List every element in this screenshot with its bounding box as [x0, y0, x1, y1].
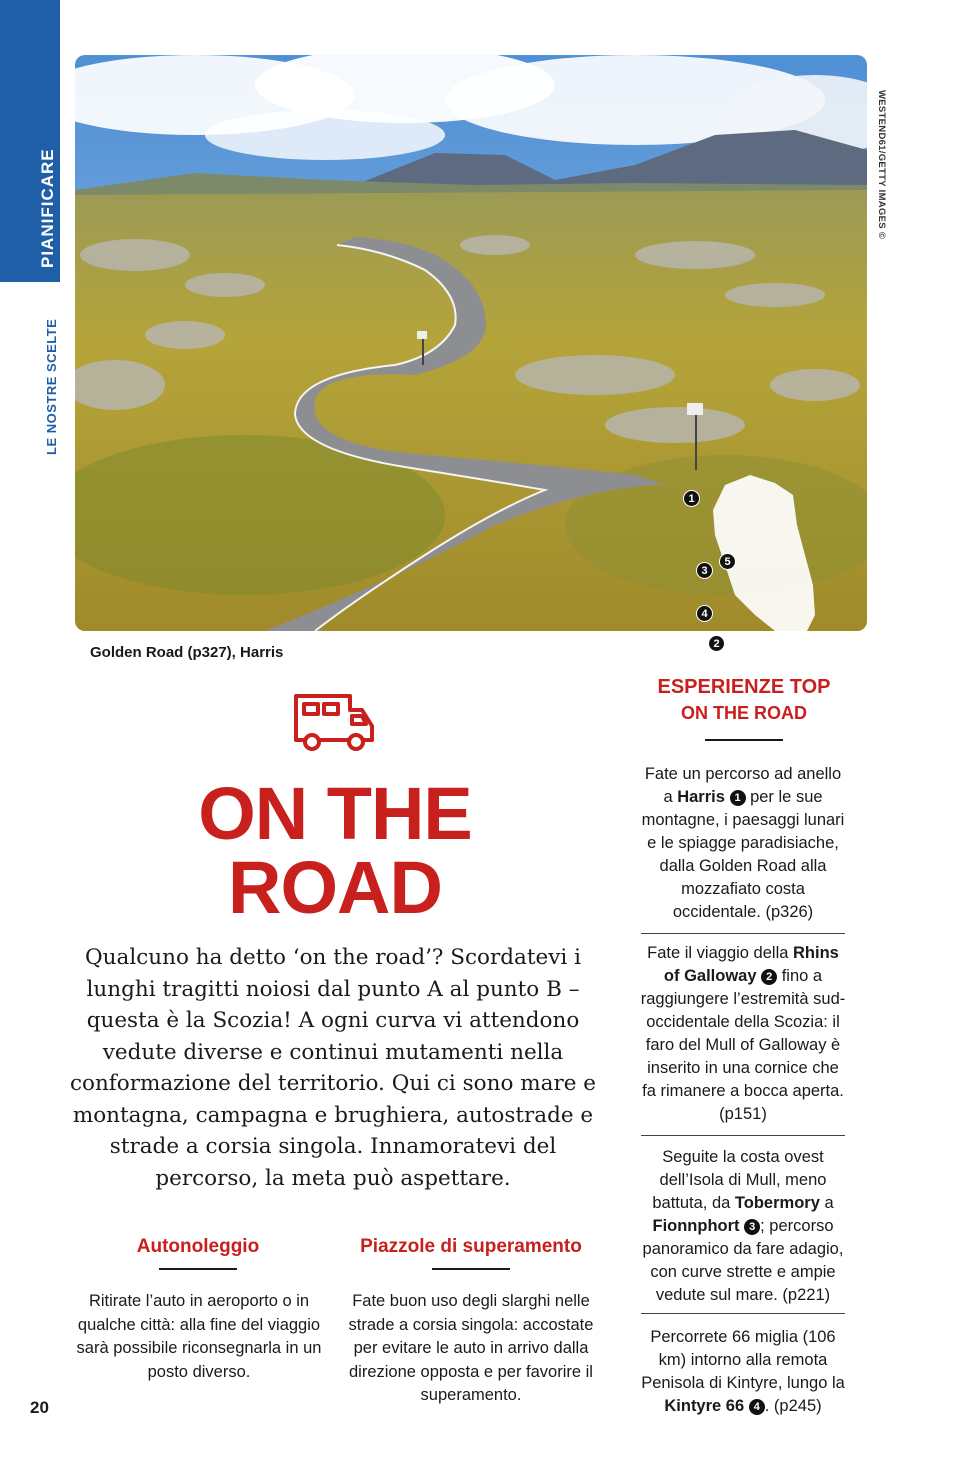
page-number: 20	[30, 1398, 49, 1417]
intro-paragraph: Qualcuno ha detto ‘on the road’? Scordatevi i lunghi tragitti noiosi dal punto A al punto B – questa è la Scozia! A ogni curva vi attendono vedute diverse e continui mutamenti nella conformazione del territorio. Qui ci sono mare e montagna, campagna e brughiera, autostrade e strade a corsia singola. Innamoratevi del percorso, la meta può aspettare.	[69, 945, 597, 1191]
place-name: Harris	[677, 788, 725, 806]
item-separator	[641, 1135, 845, 1136]
page-title-line1: ON THE	[198, 772, 472, 855]
number-marker: 1	[730, 790, 746, 806]
camper-van-icon	[292, 688, 376, 759]
section-heading-car-rental: Autonoleggio	[136, 1236, 260, 1257]
number-marker: 4	[749, 1399, 765, 1415]
top-experiences-title: ESPERIENZE TOP	[657, 676, 831, 698]
map-marker-2: 2	[708, 635, 725, 652]
place-name: Kintyre 66	[664, 1397, 745, 1415]
section-rule	[432, 1268, 510, 1270]
experience-item-harris: Fate un percorso ad anello a Harris 1 per le sue montagne, i paesaggi lunari e le spiagge paradisiache, dalla Golden Road alla mozzafiato costa occidentale. (p326)	[641, 765, 845, 921]
number-marker: 3	[744, 1219, 760, 1235]
top-experiences-rule	[705, 739, 783, 741]
experience-item-mull: Seguite la costa ovest dell’Isola di Mull, meno battuta, da Tobermory a Fionnphort 3 ; percorso panoramico da fare adagio, con curve strette e ampie vedute sul mare. (p221)	[642, 1148, 844, 1304]
place-name: Rhins of Galloway	[663, 944, 839, 985]
landscape-photo	[75, 55, 867, 631]
experience-item-kintyre: Percorrete 66 miglia (106 km) intorno alla remota Penisola di Kintyre, lungo la Kintyre 66 4 . (p245)	[641, 1328, 845, 1415]
section-text-passing-places: Fate buon uso degli slarghi nelle strade a corsia singola: accostate per evitare le auto in arrivo dalla direzione opposta e per favorire il superamento.	[348, 1292, 594, 1404]
map-marker-4: 4	[696, 605, 713, 622]
section-text-car-rental: Ritirate l’auto in aeroporto o in qualche città: alla fine del viaggio sarà possibile riconsegnarla in un posto diverso.	[76, 1292, 322, 1381]
top-experiences-subtitle: ON THE ROAD	[681, 703, 807, 723]
section-heading-passing-places: Piazzole di superamento	[360, 1236, 582, 1257]
page-title-line2: ROAD	[228, 846, 442, 929]
section-tab-label: PIANIFICARE	[38, 148, 57, 268]
map-marker-3: 3	[696, 562, 713, 579]
place-name: Tobermory	[734, 1194, 820, 1212]
section-rule	[159, 1268, 237, 1270]
item-separator	[641, 933, 845, 934]
number-marker: 2	[761, 969, 777, 985]
photo-credit: WESTEND61/GETTY IMAGES ©	[876, 90, 887, 240]
photo-caption: Golden Road (p327), Harris	[90, 644, 284, 661]
item-separator	[641, 1313, 845, 1314]
experience-item-rhins: Fate il viaggio della Rhins of Galloway 2 fino a raggiungere l’estremità sud-occidentale della Scozia: il faro del Mull of Galloway è inserito in una cornice che fa rimanere a bocca aperta. (p151)	[640, 944, 846, 1123]
subsection-label: LE NOSTRE SCELTE	[44, 318, 59, 455]
map-marker-1: 1	[683, 490, 700, 507]
place-name: Fionnphort	[652, 1217, 740, 1235]
map-marker-5: 5	[719, 553, 736, 570]
